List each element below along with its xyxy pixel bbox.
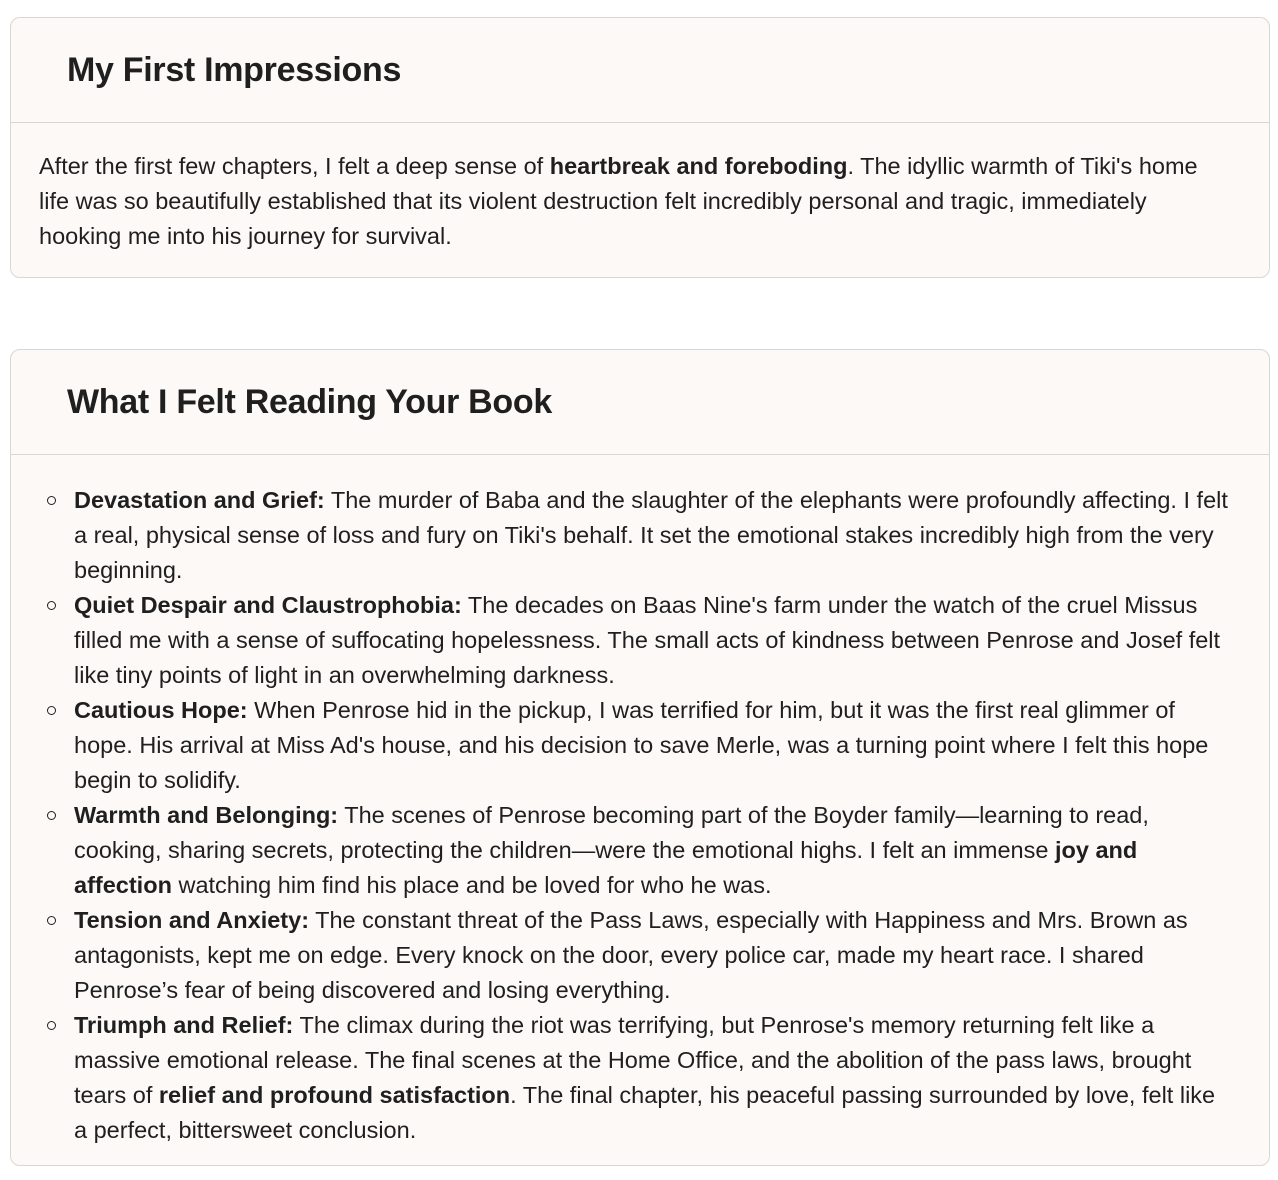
feelings-card xyxy=(10,349,1270,1166)
feelings-body xyxy=(11,455,1269,1148)
hollow-bullet-icon xyxy=(47,811,56,820)
hollow-bullet-icon xyxy=(47,601,56,610)
list-item-text: When Penrose hid in the pickup, I was terrified for him, but it was the first real glimmer of hope. His arrival at Miss Ad's house, and his decision to save Merle, was a turning point where I felt this hope begin to solidify. xyxy=(74,697,1209,793)
hollow-bullet-icon xyxy=(47,496,56,505)
list-item-emphasis: relief and profound satisfaction xyxy=(158,1082,511,1108)
list-item xyxy=(39,483,1229,588)
list-item xyxy=(39,693,1229,798)
first-impressions-header xyxy=(11,18,1269,123)
list-item-label: Triumph and Relief: xyxy=(74,1012,294,1038)
list-item-text: The climax during the riot was terrifying, but Penrose's memory returning felt like a massive emotional release. The final scenes at the Home Office, and the abolition of the pass laws, brought tears of xyxy=(74,1012,1192,1108)
list-item-label: Warmth and Belonging: xyxy=(74,802,339,828)
hollow-bullet-icon xyxy=(47,706,56,715)
list-item-label: Cautious Hope: xyxy=(74,697,248,723)
list-item-text-end: . The final chapter, his peaceful passing surrounded by love, felt like a perfect, bittersweet conclusion. xyxy=(74,1082,1216,1143)
list-item-label: Quiet Despair and Claustrophobia: xyxy=(74,592,462,618)
first-impressions-title: My First Impressions xyxy=(67,50,402,89)
list-item-text-end: watching him find his place and be loved for who he was. xyxy=(171,872,772,898)
paragraph-text-start: After the first few chapters, I felt a deep sense of xyxy=(39,153,550,179)
list-item-text: The murder of Baba and the slaughter of the elephants were profoundly affecting. I felt a real, physical sense of loss and fury on Tiki's behalf. It set the emotional stakes incredibly high from the very beginning. xyxy=(74,487,1228,583)
list-item-label: Devastation and Grief: xyxy=(74,487,325,513)
feelings-list xyxy=(39,483,1229,1148)
list-item-text: The decades on Baas Nine's farm under the watch of the cruel Missus filled me with a sense of suffocating hopelessness. The small acts of kindness between Penrose and Josef felt like tiny points of light in an overwhelming darkness. xyxy=(74,592,1221,688)
list-item xyxy=(39,798,1229,903)
feelings-title: What I Felt Reading Your Book xyxy=(67,382,552,421)
list-item xyxy=(39,1008,1229,1148)
first-impressions-body xyxy=(11,123,1269,254)
hollow-bullet-icon xyxy=(47,916,56,925)
list-item-label: Tension and Anxiety: xyxy=(74,907,310,933)
list-item-text: The scenes of Penrose becoming part of the Boyder family—learning to read, cooking, sharing secrets, protecting the children—were the emotional highs. I felt an immense xyxy=(74,802,1149,863)
list-item-text: The constant threat of the Pass Laws, especially with Happiness and Mrs. Brown as antagonists, kept me on edge. Every knock on the door, every police car, made my heart race. I shared Penrose’s fear of being discovered and losing everything. xyxy=(74,907,1188,1003)
paragraph-emphasis: heartbreak and foreboding xyxy=(549,153,848,179)
list-item-emphasis: joy and affection xyxy=(74,837,1138,898)
list-item xyxy=(39,903,1229,1008)
paragraph-text-end: . The idyllic warmth of Tiki's home life was so beautifully established that its violent destruction felt incredibly personal and tragic, immediately hooking me into his journey for survival. xyxy=(39,153,1198,249)
hollow-bullet-icon xyxy=(47,1021,56,1030)
list-item xyxy=(39,588,1229,693)
first-impressions-paragraph xyxy=(39,149,1219,254)
first-impressions-card xyxy=(10,17,1270,278)
feelings-header xyxy=(11,350,1269,455)
